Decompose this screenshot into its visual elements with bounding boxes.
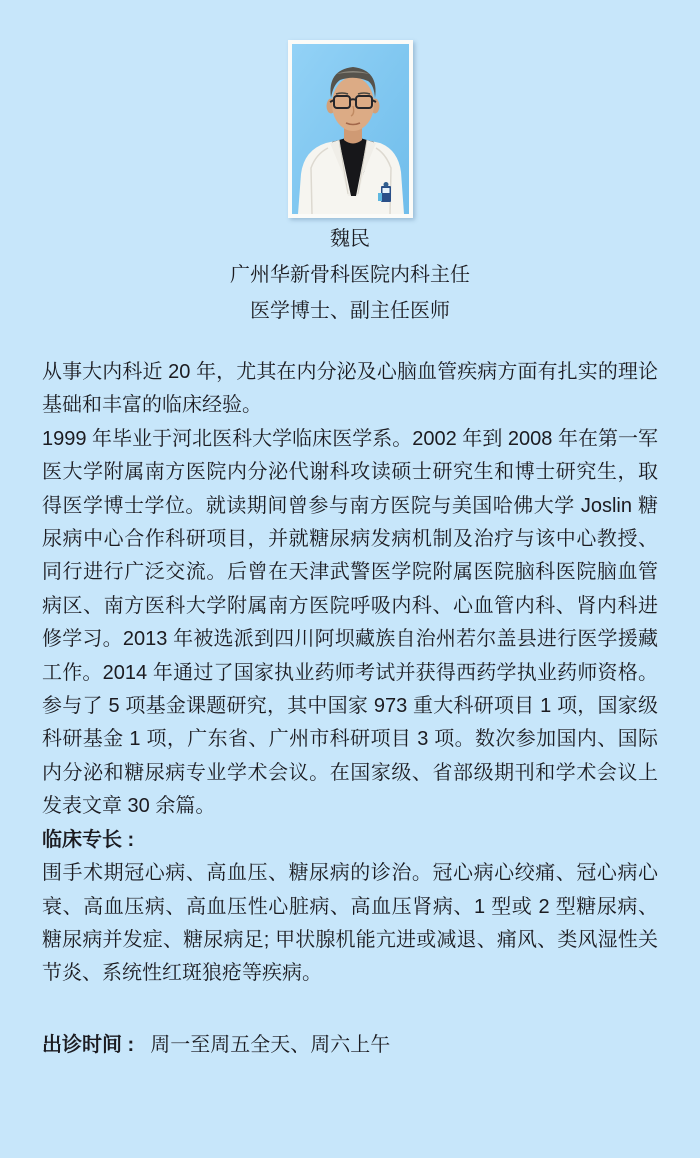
specialty-body: 围手术期冠心病、高血压、糖尿病的诊治。冠心病心绞痛、冠心病心衰、高血压病、高血压性心脏病、高血压肾病、1 型或 2 型糖尿病、糖尿病并发症、糖尿病足; 甲状腺机能亢进或减退、痛风、类风湿性关节炎、系统性红斑狼疮等疾病。 xyxy=(42,862,658,985)
doctor-title-degree: 医学博士、副主任医师 xyxy=(250,300,450,322)
biography-section xyxy=(42,356,658,991)
name-block xyxy=(0,221,700,329)
schedule-label: 出诊时间 : xyxy=(42,1033,135,1056)
doctor-title-position: 广州华新骨科医院内科主任 xyxy=(230,264,470,286)
specialty-heading: 临床专长 : xyxy=(42,828,135,851)
doctor-name: 魏民 xyxy=(330,228,370,250)
doctor-profile-page xyxy=(0,40,700,1158)
doctor-portrait-photo-illustration xyxy=(292,44,409,214)
bio-paragraph-experience: 从事大内科近 20 年，尤其在内分泌及心脑血管疾病方面有扎实的理论基础和丰富的临床经验。 xyxy=(42,361,658,417)
schedule-line xyxy=(42,1029,658,1062)
face xyxy=(332,77,374,131)
bio-paragraph-education: 1999 年毕业于河北医科大学临床医学系。2002 年到 2008 年在第一军医大学附属南方医院内分泌代谢科攻读硕士研究生和博士研究生，取得医学博士学位。就读期间曾参与南方医院与美国哈佛大学 Joslin 糖尿病中心合作科研项目，并就糖尿病发病机制及治疗与该中心教授、同行进行广泛交流。后曾在天津武警医学院附属医院脑科医院脑血管病区、南方医科大学附属南方医院呼吸内科、心血管内科、肾内科进修学习。2013 年被选派到四川阿坝藏族自治州若尔盖县进行医学援藏工作。2014 年通过了国家执业药师考试并获得西药学执业药师资格。参与了 5 项基金课题研究，其中国家 973 重大科研项目 1 项，国家级科研基金 1 项，广东省、广州市科研项目 3 项。数次参加国内、国际内分泌和糖尿病专业学术会议。在国家级、省部级期刊和学术会议上发表文章 30 余篇。 xyxy=(42,427,658,818)
doctor-photo xyxy=(288,40,413,218)
schedule-value: 周一至周五全天、周六上午 xyxy=(150,1033,391,1056)
